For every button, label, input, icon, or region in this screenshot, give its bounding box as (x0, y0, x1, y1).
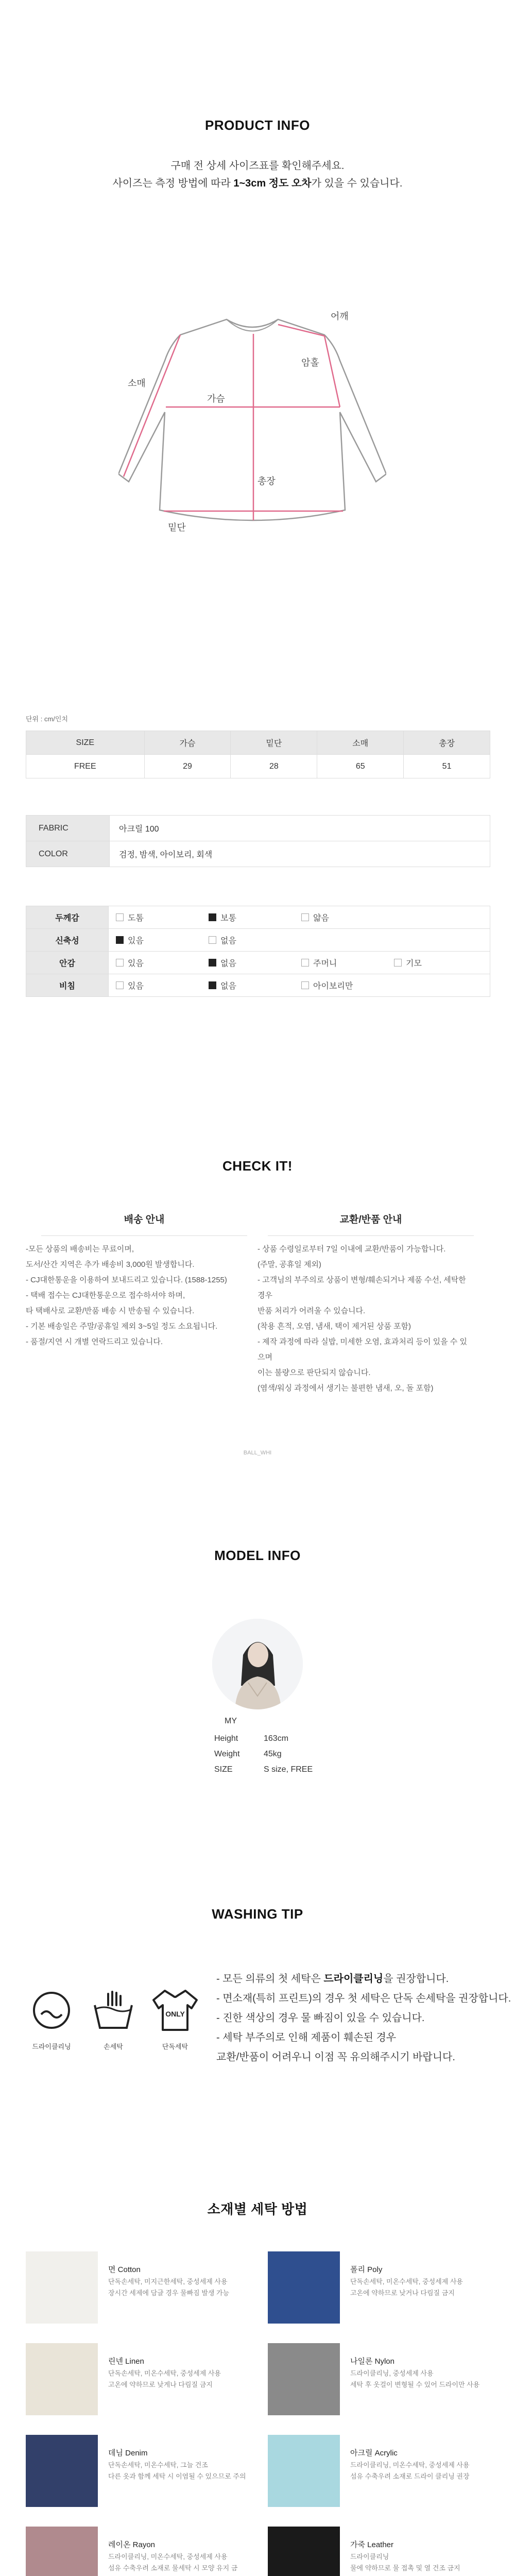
option-label: 없음 (220, 936, 236, 945)
property-option (109, 934, 201, 946)
color-label: COLOR (26, 841, 110, 867)
option-label: 기모 (406, 959, 422, 968)
option-label: 얇음 (313, 913, 329, 923)
properties-table (26, 906, 490, 997)
material-name: 린넨 Linen (108, 2357, 144, 2366)
option-label: 없음 (220, 981, 236, 991)
property-options (109, 906, 490, 929)
list-item: - 제작 과정에 따라 실밥, 미세한 오염, 효과처리 등이 있을 수 있으며 (258, 1337, 467, 1362)
unchecked-box-icon (209, 936, 216, 944)
list-item: 도서/산간 지역은 추가 배송비 3,000원 발생합니다. (26, 1260, 195, 1269)
option-label: 있음 (128, 981, 144, 991)
property-option (201, 979, 294, 991)
sleeve-cell: 65 (317, 755, 404, 778)
material-description: 단독손세탁, 미지근한세탁, 중성세제 사용 장시간 세제에 담글 경우 물빠짐 발생 가능 (108, 2278, 230, 2297)
fabric-swatch (26, 2527, 98, 2576)
option-label: 보통 (220, 913, 236, 923)
material-item (26, 2251, 252, 2324)
sweater-outline (118, 304, 386, 536)
fabric-swatch (268, 2527, 340, 2576)
property-option (109, 957, 201, 969)
material-description: 드라이클리닝, 미온수세탁, 중성세제 사용 섬유 수축우려 소재로 드라이 클리닝 권장 (350, 2461, 470, 2480)
list-item: (착용 흔적, 오염, 냄새, 택이 제거된 상품 포함) (258, 1322, 411, 1331)
product-code: BALL_WHI (243, 1450, 272, 1456)
hem-label: 밑단 (168, 522, 186, 533)
separate-wash-label: 단독세탁 (162, 2043, 188, 2050)
color-value: 검정, 밤색, 아이보리, 회색 (110, 841, 490, 867)
fabric-value: 아크릴 100 (110, 816, 490, 841)
model-height: Height 163cm (214, 1734, 289, 1743)
sweater-measurement-diagram (118, 304, 386, 536)
material-name: 나일론 Nylon (350, 2357, 394, 2366)
model-weight: Weight 45kg (214, 1750, 282, 1758)
list-item: - 품절/지연 시 개별 연락드리고 있습니다. (26, 1337, 163, 1346)
length-cell: 51 (404, 755, 490, 778)
property-row (26, 906, 490, 929)
model-info-title: MODEL INFO (214, 1548, 301, 1563)
property-options (109, 929, 490, 952)
unchecked-box-icon (301, 913, 309, 921)
list-item: 반품 처리가 어려울 수 있습니다. (258, 1307, 366, 1315)
exchange-list (258, 1242, 474, 1396)
model-name: MY (225, 1717, 237, 1725)
washing-tip-title: WASHING TIP (212, 1906, 303, 1922)
property-options (109, 974, 490, 997)
size-error-notice: 사이즈는 측정 방법에 따라 1~3cm 정도 오차가 있을 수 있습니다. (112, 178, 403, 189)
unchecked-box-icon (116, 913, 124, 921)
property-option (109, 911, 201, 923)
property-label: 비침 (26, 974, 109, 997)
property-label: 신축성 (26, 929, 109, 952)
fabric-swatch (268, 2435, 340, 2507)
delivery-list (26, 1242, 242, 1350)
length-label: 총장 (258, 476, 276, 486)
list-item: 타 택배사로 교환/반품 배송 시 반송될 수 있습니다. (26, 1307, 195, 1315)
hand-wash-icon (88, 1985, 139, 2050)
material-item (268, 2251, 494, 2324)
material-name: 레이온 Rayon (108, 2540, 155, 2549)
checked-box-icon (209, 913, 216, 921)
property-row (26, 952, 490, 974)
materials-title: 소재별 세탁 방법 (207, 2201, 308, 2217)
washing-instructions (216, 1969, 511, 2067)
chest-cell: 29 (144, 755, 231, 778)
size-check-notice: 구매 전 상세 사이즈표를 확인해주세요. (170, 160, 345, 172)
armhole-label: 암홀 (301, 358, 319, 368)
wash-line-5: 교환/반품이 어려우니 이점 꼭 유의해주시기 바랍니다. (216, 2052, 455, 2063)
list-item: - 상품 수령일로부터 7일 이내에 교환/반품이 가능합니다. (258, 1245, 446, 1253)
unchecked-box-icon (116, 981, 124, 989)
hand-wash-label: 손세탁 (104, 2043, 123, 2050)
list-item: - CJ대한통운을 이용하여 보내드리고 있습니다. (1588-1255) (26, 1276, 227, 1284)
model-photo (212, 1619, 303, 1709)
property-label: 안감 (26, 952, 109, 974)
fabric-color-table (26, 815, 490, 867)
material-item (26, 2527, 252, 2576)
property-option (294, 911, 387, 923)
property-option (201, 957, 294, 969)
material-name: 폴리 Poly (350, 2265, 383, 2274)
property-option (109, 979, 201, 991)
unchecked-box-icon (394, 959, 402, 967)
chest-label: 가슴 (207, 394, 225, 404)
checked-box-icon (209, 959, 216, 967)
option-label: 아이보리만 (313, 981, 353, 991)
hem-cell: 28 (231, 755, 317, 778)
wash-line-4: - 세탁 부주의로 인해 제품이 훼손된 경우 (216, 2032, 397, 2043)
wash-line-3: - 진한 색상의 경우 물 빠짐이 있을 수 있습니다. (216, 2012, 425, 2024)
dry-clean-icon (26, 1985, 77, 2050)
unchecked-box-icon (301, 959, 309, 967)
product-info-title: PRODUCT INFO (205, 117, 310, 133)
delivery-title: 배송 안내 (124, 1214, 165, 1225)
property-options (109, 952, 490, 974)
divider (268, 1235, 474, 1236)
fabric-swatch (26, 2435, 98, 2507)
wash-line-2: - 면소재(특히 프린트)의 경우 첫 세탁은 단독 손세탁을 권장합니다. (216, 1993, 511, 2004)
unchecked-box-icon (116, 959, 124, 967)
wash-icons (26, 1985, 201, 2052)
list-item: -모든 상품의 배송비는 무료이며, (26, 1245, 134, 1253)
length-header: 총장 (404, 731, 490, 755)
unchecked-box-icon (301, 981, 309, 989)
exchange-title: 교환/반품 안내 (339, 1214, 402, 1225)
material-name: 아크릴 Acrylic (350, 2449, 398, 2458)
property-option (387, 957, 479, 969)
material-item (268, 2527, 494, 2576)
material-item (268, 2343, 494, 2415)
size-cell: FREE (26, 755, 145, 778)
shoulder-line (278, 325, 324, 336)
option-label: 주머니 (313, 959, 337, 968)
size-header: SIZE (26, 731, 145, 755)
property-label: 두께감 (26, 906, 109, 929)
armhole-line (324, 336, 340, 407)
check-it-title: CHECK IT! (222, 1158, 293, 1174)
divider (41, 1235, 247, 1236)
material-description: 단독손세탁, 미온수세탁, 중성세제 사용 고온에 약하므로 낮게나 다림질 금지 (108, 2369, 221, 2388)
option-label: 없음 (220, 959, 236, 968)
option-label: 있음 (128, 959, 144, 968)
property-option (201, 934, 294, 946)
list-item: - 기본 배송일은 주말/공휴일 제외 3~5일 정도 소요됩니다. (26, 1322, 218, 1331)
material-description: 드라이클리닝, 미온수세탁, 중성세제 사용 섬유 수축우려 소재로 물세탁 시 모양 유지 금 (108, 2553, 238, 2572)
material-item (268, 2435, 494, 2507)
list-item: (주말, 공휴일 제외) (258, 1260, 321, 1269)
property-row (26, 929, 490, 952)
fabric-swatch (26, 2343, 98, 2415)
material-name: 면 Cotton (108, 2265, 141, 2274)
model-size: SIZE S size, FREE (214, 1765, 313, 1774)
fabric-swatch (268, 2343, 340, 2415)
hem-header: 밑단 (231, 731, 317, 755)
svg-text:ONLY: ONLY (165, 2010, 185, 2018)
material-description: 단독손세탁, 미온수세탁, 중성세제 사용 고온에 약하므로 낮거나 다림질 금지 (350, 2278, 463, 2297)
fabric-label: FABRIC (26, 816, 110, 841)
separate-wash-icon (149, 1985, 201, 2050)
material-description: 드라이클리닝 물에 약하므로 물 접촉 및 열 건조 금지 (350, 2553, 460, 2572)
checked-box-icon (209, 981, 216, 989)
sleeve-header: 소매 (317, 731, 404, 755)
material-description: 드라이클리닝, 중성세제 사용 세탁 후 옷걸이 변형될 수 있어 드라이만 사용 (350, 2369, 480, 2388)
list-item: - 고객님의 부주의로 상품이 변형/훼손되거나 제품 수선, 세탁한 경우 (258, 1276, 466, 1300)
wash-line-1: - 모든 의류의 첫 세탁은 드라이클리닝을 권장합니다. (216, 1973, 449, 1985)
sleeve-label: 소매 (128, 378, 146, 388)
fabric-swatch (26, 2251, 98, 2324)
list-item: - 택배 접수는 CJ대한통운으로 접수하셔야 하며, (26, 1291, 185, 1300)
chest-header: 가슴 (144, 731, 231, 755)
property-option (201, 911, 294, 923)
checked-box-icon (116, 936, 124, 944)
material-item (26, 2435, 252, 2507)
fabric-swatch (268, 2251, 340, 2324)
option-label: 도톰 (128, 913, 144, 923)
property-option (294, 979, 387, 991)
unit-note: 단위 : cm/인치 (26, 715, 68, 723)
property-option (294, 957, 387, 969)
option-label: 있음 (128, 936, 144, 945)
sleeve-line (124, 335, 180, 477)
list-item: (염색/워싱 과정에서 생기는 불편한 냄새, 오, 돌 포함) (258, 1384, 434, 1393)
list-item: 이는 불량으로 판단되지 않습니다. (258, 1368, 371, 1377)
shoulder-label: 어깨 (331, 311, 349, 321)
size-table (26, 731, 490, 778)
material-name: 가죽 Leather (350, 2540, 394, 2549)
material-description: 단독손세탁, 미온수세탁, 그늘 건조 다른 옷과 함께 세탁 시 이염될 수 있으므로 주의 (108, 2461, 246, 2480)
dry-clean-label: 드라이클리닝 (32, 2043, 71, 2050)
material-name: 데님 Denim (108, 2449, 148, 2458)
table-row (26, 755, 490, 778)
property-row (26, 974, 490, 997)
material-item (26, 2343, 252, 2415)
